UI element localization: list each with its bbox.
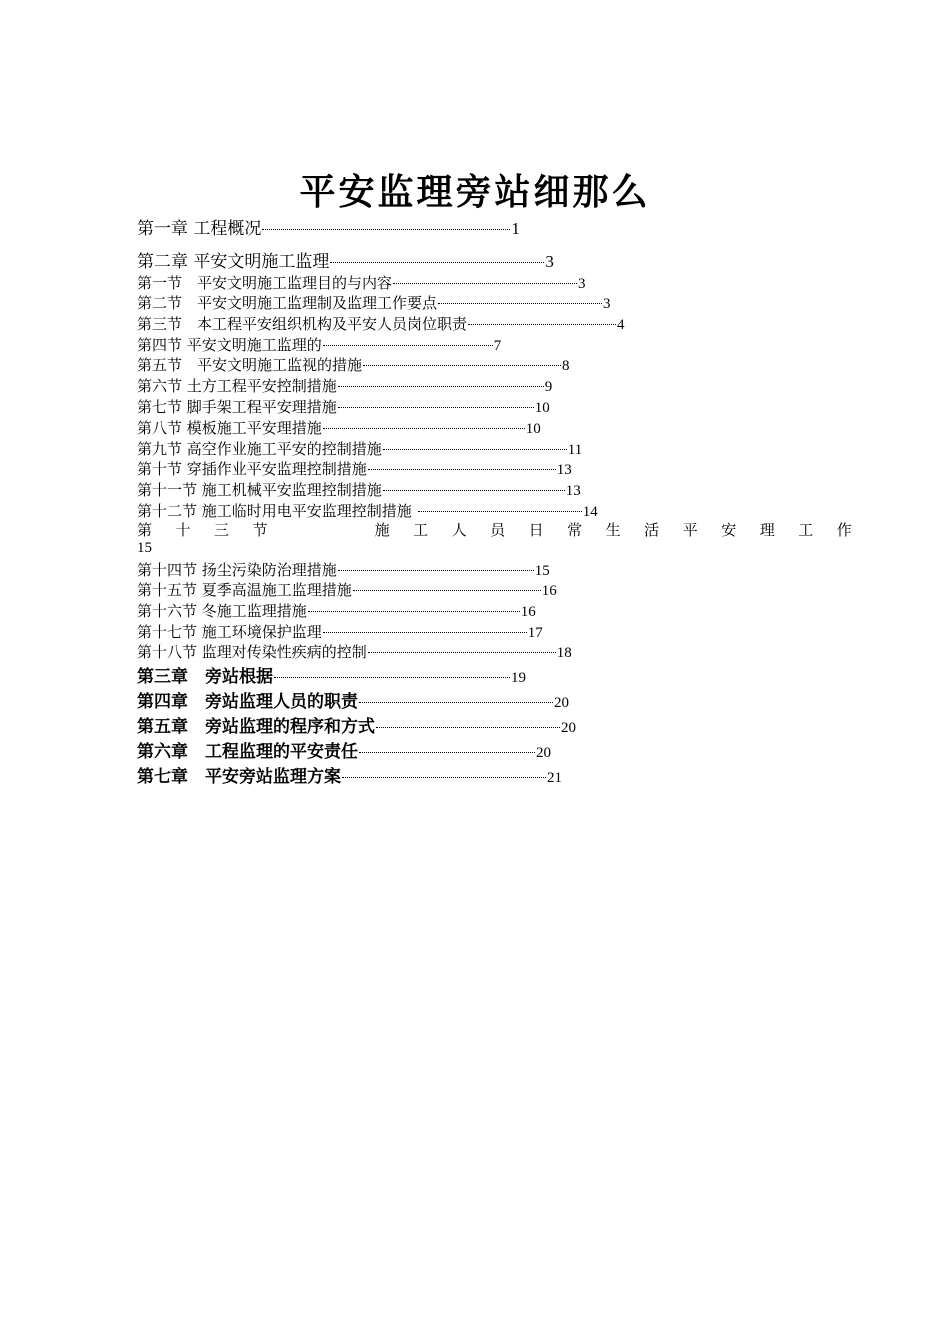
toc-leader xyxy=(338,386,544,387)
toc-entry[interactable] xyxy=(137,219,520,239)
toc-label: 第十一节 施工机械平安监理控制措施 xyxy=(137,481,382,499)
toc-page-number: 9 xyxy=(544,379,553,395)
toc-entry[interactable] xyxy=(137,481,581,500)
toc-char: 员 xyxy=(490,521,506,539)
toc-leader xyxy=(363,365,561,366)
toc-label: 第八节 模板施工平安理措施 xyxy=(137,419,322,437)
toc-page-number: 20 xyxy=(561,720,576,736)
toc-label: 第十八节 监理对传染性疾病的控制 xyxy=(137,643,367,661)
toc-leader xyxy=(330,262,544,263)
document-title: 平安监理旁站细那么 xyxy=(299,171,651,213)
toc-char: 常 xyxy=(567,521,583,539)
toc-char: 工 xyxy=(798,521,814,539)
toc-page-number: 7 xyxy=(493,338,502,354)
toc-label: 第五章 旁站监理的程序和方式 xyxy=(137,717,375,737)
toc-page-number: 16 xyxy=(541,583,557,599)
toc-entry-justified[interactable] xyxy=(137,521,852,557)
toc-label: 第十五节 夏季高温施工监理措施 xyxy=(137,581,352,599)
toc-leader xyxy=(274,677,510,678)
toc-leader xyxy=(418,511,582,512)
toc-entry[interactable] xyxy=(137,643,572,662)
toc-label: 第六节 土方工程平安控制措施 xyxy=(137,377,337,395)
toc-leader xyxy=(353,590,541,591)
toc-leader xyxy=(323,345,493,346)
toc-char: 活 xyxy=(644,521,660,539)
toc-page-number: 4 xyxy=(617,317,625,333)
toc-entry[interactable] xyxy=(137,717,576,737)
toc-label: 第九节 高空作业施工平安的控制措施 xyxy=(137,440,382,458)
toc-page-number: 15 xyxy=(534,563,550,579)
toc-leader xyxy=(359,752,535,753)
toc-entry[interactable] xyxy=(137,667,526,687)
toc-entry[interactable] xyxy=(137,419,541,438)
toc-char: 理 xyxy=(759,521,775,539)
toc-leader xyxy=(342,777,546,778)
toc-page-number: 16 xyxy=(520,604,536,620)
toc-page-number: 13 xyxy=(565,483,581,499)
toc-entry[interactable] xyxy=(137,294,611,313)
toc-char: 安 xyxy=(721,521,737,539)
toc-page-number: 21 xyxy=(547,770,562,786)
toc-leader xyxy=(376,727,560,728)
toc-label: 第十六节 冬施工监理措施 xyxy=(137,602,307,620)
toc-leader xyxy=(323,428,525,429)
toc-leader xyxy=(383,449,567,450)
toc-entry[interactable] xyxy=(137,742,551,762)
toc-page-number: 10 xyxy=(525,421,541,437)
toc-entry[interactable] xyxy=(137,274,586,293)
toc-char: 节 xyxy=(252,521,268,539)
toc-page-number: 1 xyxy=(511,219,520,238)
toc-leader xyxy=(368,469,556,470)
toc-page-number: 3 xyxy=(545,252,554,271)
toc-char: 生 xyxy=(605,521,621,539)
toc-label: 第一节 平安文明施工监理目的与内容 xyxy=(137,274,393,292)
toc-label-justified xyxy=(137,521,852,539)
toc-entry[interactable] xyxy=(137,502,598,521)
toc-leader xyxy=(338,570,534,571)
toc-entry[interactable] xyxy=(137,581,557,600)
toc-leader xyxy=(383,490,565,491)
toc-char: 工 xyxy=(413,521,429,539)
toc-leader xyxy=(359,702,553,703)
toc-char: 十 xyxy=(175,521,191,539)
toc-entry[interactable] xyxy=(137,692,569,712)
toc-char: 作 xyxy=(836,521,852,539)
toc-label: 第十四节 扬尘污染防治理措施 xyxy=(137,561,337,579)
toc-page-number: 13 xyxy=(556,462,572,478)
toc-label: 第三节 本工程平安组织机构及平安人员岗位职责 xyxy=(137,315,468,333)
toc-label: 第十节 穿插作业平安监理控制措施 xyxy=(137,460,367,478)
toc-entry[interactable] xyxy=(137,623,543,642)
toc-page-number: 3 xyxy=(603,296,611,312)
toc-label: 第三章 旁站根据 xyxy=(137,667,273,687)
toc-page-number: 19 xyxy=(511,670,526,686)
toc-entry[interactable] xyxy=(137,602,536,621)
toc-page-number: 8 xyxy=(562,358,570,374)
toc-label: 第五节 平安文明施工监视的措施 xyxy=(137,356,363,374)
toc-char: 人 xyxy=(451,521,467,539)
toc-page-number: 11 xyxy=(567,442,583,458)
toc-entry[interactable] xyxy=(137,315,625,334)
toc-label: 第六章 工程监理的平安责任 xyxy=(137,742,358,762)
toc-entry[interactable] xyxy=(137,767,562,787)
toc-leader xyxy=(262,229,510,230)
toc-leader xyxy=(323,632,527,633)
toc-leader xyxy=(368,652,556,653)
toc-page-number: 17 xyxy=(527,625,543,641)
toc-label: 第四节 平安文明施工监理的 xyxy=(137,336,322,354)
toc-page-number: 15 xyxy=(137,540,152,556)
toc-entry[interactable] xyxy=(137,377,552,396)
toc-entry[interactable] xyxy=(137,356,570,375)
toc-entry[interactable] xyxy=(137,440,582,459)
toc-label: 第十二节 施工临时用电平安监理控制措施 xyxy=(137,502,412,520)
toc-label: 第二节 平安文明施工监理制及监理工作要点 xyxy=(137,294,438,312)
toc-label: 第四章 旁站监理人员的职责 xyxy=(137,692,358,712)
toc-gap xyxy=(291,521,351,539)
toc-page-number: 3 xyxy=(578,276,586,292)
toc-label: 第七章 平安旁站监理方案 xyxy=(137,767,341,787)
toc-entry[interactable] xyxy=(137,336,501,355)
toc-char: 施 xyxy=(374,521,390,539)
toc-label: 第一章 工程概况 xyxy=(137,219,262,239)
toc-page-number: 20 xyxy=(554,695,569,711)
toc-entry[interactable] xyxy=(137,561,550,580)
toc-char: 平 xyxy=(682,521,698,539)
toc-label: 第二章 平安文明施工监理 xyxy=(137,252,330,272)
toc-entry[interactable] xyxy=(137,460,572,479)
toc-leader xyxy=(438,303,602,304)
toc-entry[interactable] xyxy=(137,398,550,417)
toc-char: 第 xyxy=(137,521,153,539)
toc-char: 三 xyxy=(214,521,230,539)
toc-leader xyxy=(393,283,577,284)
toc-leader xyxy=(338,407,534,408)
toc-page-number: 14 xyxy=(582,504,598,520)
toc-entry[interactable] xyxy=(137,252,554,272)
toc-label: 第七节 脚手架工程平安理措施 xyxy=(137,398,337,416)
toc-page-number: 18 xyxy=(556,645,572,661)
toc-label: 第十七节 施工环境保护监理 xyxy=(137,623,322,641)
toc-page-number: 20 xyxy=(536,745,551,761)
toc-page-number: 10 xyxy=(534,400,550,416)
toc-leader xyxy=(468,324,616,325)
toc-leader xyxy=(308,611,520,612)
toc-char: 日 xyxy=(528,521,544,539)
